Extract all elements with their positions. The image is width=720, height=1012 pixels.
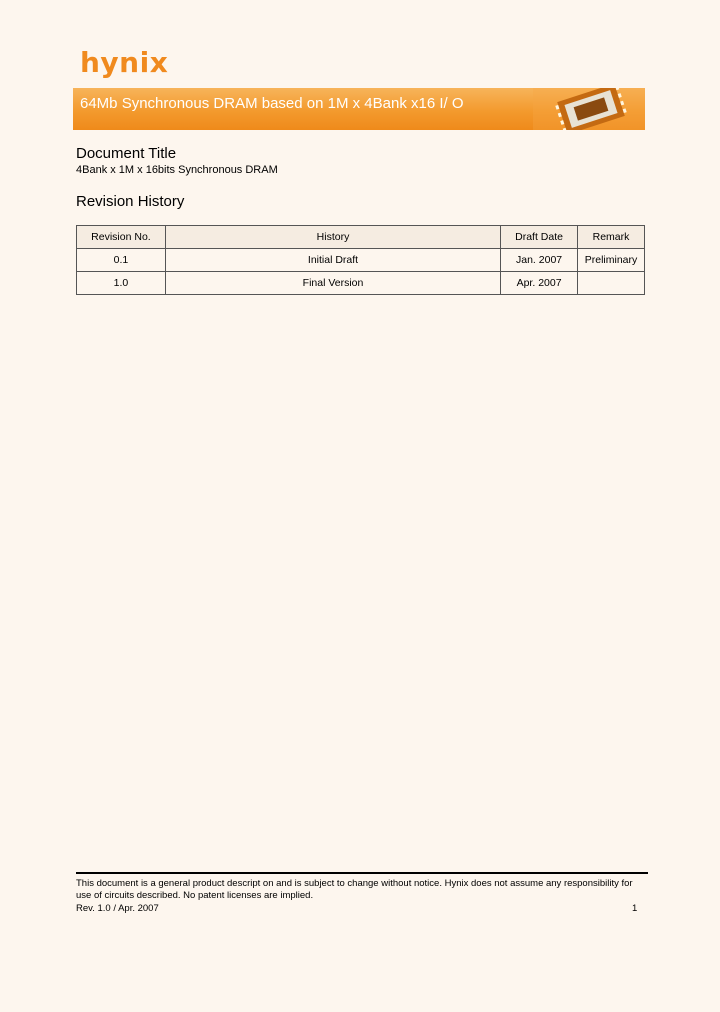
remark-cell: Preliminary	[578, 249, 645, 272]
column-header-draft-date: Draft Date	[501, 226, 578, 249]
banner-title: 64Mb Synchronous DRAM based on 1M x 4Bank x16 I/ O	[80, 95, 464, 112]
hynix-logo: hynix	[80, 46, 169, 79]
column-header-remark: Remark	[578, 226, 645, 249]
history-cell: Final Version	[165, 272, 500, 295]
revision-no-cell: 0.1	[77, 249, 166, 272]
table-row	[77, 272, 645, 295]
column-header-history: History	[165, 226, 500, 249]
document-title-heading: Document Title	[76, 145, 177, 162]
document-title-text: 4Bank x 1M x 16bits Synchronous DRAM	[76, 164, 278, 176]
footer-disclaimer: This document is a general product descript on and is subject to change without notice. Hynix does not assume any responsibility for use of circuits described. No patent licenses are implied.	[76, 878, 633, 901]
revision-history-heading: Revision History	[76, 193, 185, 210]
revision-no-cell: 1.0	[77, 272, 166, 295]
footer-revision: Rev. 1.0 / Apr. 2007	[76, 903, 159, 914]
chip-icon	[533, 88, 645, 130]
remark-cell	[578, 272, 645, 295]
column-header-revision-no: Revision No.	[77, 226, 166, 249]
page-number: 1	[632, 903, 638, 914]
footer-divider	[76, 872, 648, 874]
table-row	[77, 249, 645, 272]
draft-date-cell: Jan. 2007	[501, 249, 578, 272]
history-cell: Initial Draft	[165, 249, 500, 272]
table-header-row	[77, 226, 645, 249]
title-banner	[73, 88, 645, 130]
revision-history-table	[76, 225, 645, 295]
draft-date-cell: Apr. 2007	[501, 272, 578, 295]
